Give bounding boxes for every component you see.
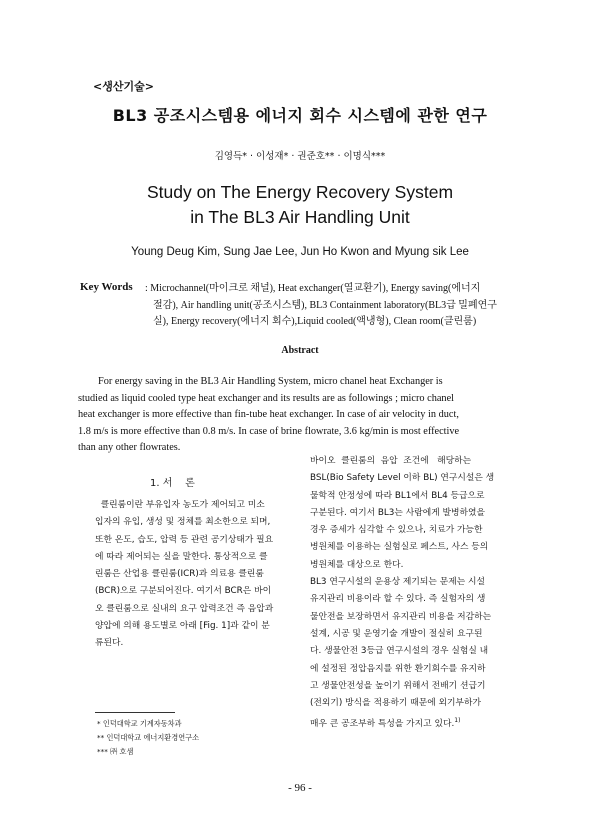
footnote: * 인덕대학교 기계자동차과 (97, 719, 182, 728)
key-words-label: Key Words (80, 281, 133, 293)
english-title-line-1: Study on The Energy Recovery System (146, 182, 454, 202)
text-line: (전외기) 방식을 적용하기 때문에 외기부하가 (310, 698, 482, 709)
footnote: *** ㈜ 호샘 (97, 747, 134, 756)
key-words-line: 절감), Air handling unit(공조시스템), BL3 Containment laboratory(BL3급 밀폐연구 (153, 299, 497, 311)
english-title (0, 180, 600, 230)
key-words-line: : Microchannel(마이크로 채널), Heat exchanger(열교환기), Energy saving(에너지 (145, 283, 481, 294)
abstract-line: than any other flowrates. (78, 442, 181, 453)
text-line: 양압에 의해 용도별로 아래 [Fig. 1]과 같이 분 (95, 621, 270, 632)
text-line: 물학적 안정성에 따라 BL1에서 BL4 등급으로 (310, 490, 485, 501)
english-title-line-2: in The BL3 Air Handling Unit (190, 207, 410, 227)
key-words-list (145, 281, 545, 331)
text-line: 에 설정된 정압음지를 위한 환기회수를 유지하 (310, 663, 486, 674)
footnote-divider (95, 712, 175, 713)
key-words-line: 실), Energy recovery(에너지 회수),Liquid cooled(액냉형), Clean room(클린룸) (153, 316, 477, 327)
text-line: 에 따라 제어되는 실을 말한다. 통상적으로 클 (95, 551, 268, 562)
text-line-with-ref (310, 712, 525, 733)
korean-authors: 김영득* · 이성재* · 권준호** · 이명식*** (214, 151, 386, 162)
text-line: 류된다. (95, 638, 124, 649)
text-line: 고 생물안전성을 높이기 위해서 전배기 션급기 (310, 680, 486, 691)
text-line: 바이오 클린룸의 음압 조건에 해당하는 (310, 456, 472, 466)
section-tag: <생산기술> (93, 80, 154, 93)
abstract-line: For energy saving in the BL3 Air Handling System, micro chanel heat Exchanger is (98, 376, 443, 387)
abstract-heading: Abstract (281, 345, 319, 356)
text-line: 오 클린룸으로 실내의 요구 압력조건 즉 음압과 (95, 603, 274, 614)
abstract-line: heat exchanger is more effective than fin-tube heat exchanger. In case of air velocity in duct, (78, 409, 459, 420)
text-line: 물안전을 보장하면서 유지관리 비용을 저감하는 (310, 611, 492, 622)
reference-marker: 1) (454, 717, 461, 725)
text-line: 매우 큰 공조부하 특성을 가지고 있다. (310, 719, 455, 730)
page-number: - 96 - (288, 782, 312, 794)
footnote: ** 인덕대학교 에너지환경연구소 (97, 733, 200, 742)
text-line: 설계, 시공 및 운영기술 개발이 절실히 요구된 (310, 628, 483, 639)
section-heading-introduction: 1. 서 론 (150, 478, 195, 489)
text-line: 클린룸이란 부유입자 농도가 제어되고 미소 (95, 500, 265, 510)
text-line: (BCR)으로 구분되어진다. 여기서 BCR은 바이 (95, 586, 272, 597)
text-line: 병원체를 대상으로 한다. (310, 559, 404, 570)
english-authors: Young Deug Kim, Sung Jae Lee, Jun Ho Kwon and Myung sik Lee (131, 246, 469, 258)
text-line: 또한 온도, 습도, 압력 등 관련 공기상태가 필요 (95, 534, 274, 545)
text-line: 병원체를 이용하는 실험실로 페스트, 사스 등의 (310, 542, 489, 553)
text-line: 린룸은 산업용 클린룸(ICR)과 의료용 클린룸 (95, 569, 264, 580)
left-column-text (95, 497, 295, 653)
abstract-line: studied as liquid cooled type heat exchanger and its results are as followings ; micro chanel (78, 392, 455, 404)
abstract-line: 1.8 m/s is more effective than 0.8 m/s. In case of brine flowrate, 3.6 kg/min is most effective (78, 425, 460, 437)
text-line: 유지관리 비용이라 할 수 있다. 즉 실험자의 생 (310, 594, 486, 605)
text-line: 경우 증세가 심각할 수 있으나, 치료가 가능한 (310, 525, 483, 536)
right-column-text (310, 453, 525, 734)
text-line: BSL(Bio Safety Level 이하 BL) 연구시설은 생 (310, 473, 495, 484)
affiliation-footnotes (97, 717, 199, 759)
text-line: 구분된다. 여기서 BL3는 사람에게 발병하였을 (310, 507, 485, 518)
text-line: BL3 연구시설의 운용상 제기되는 문제는 시설 (310, 577, 485, 588)
text-line: 다. 생물안전 3등급 연구시설의 경우 실험실 내 (310, 646, 489, 657)
abstract-body (78, 374, 530, 457)
text-line: 입자의 유입, 생성 및 정체를 최소한으로 되며, (95, 517, 271, 528)
korean-title: BL3 공조시스템용 에너지 회수 시스템에 관한 연구 (112, 106, 488, 125)
